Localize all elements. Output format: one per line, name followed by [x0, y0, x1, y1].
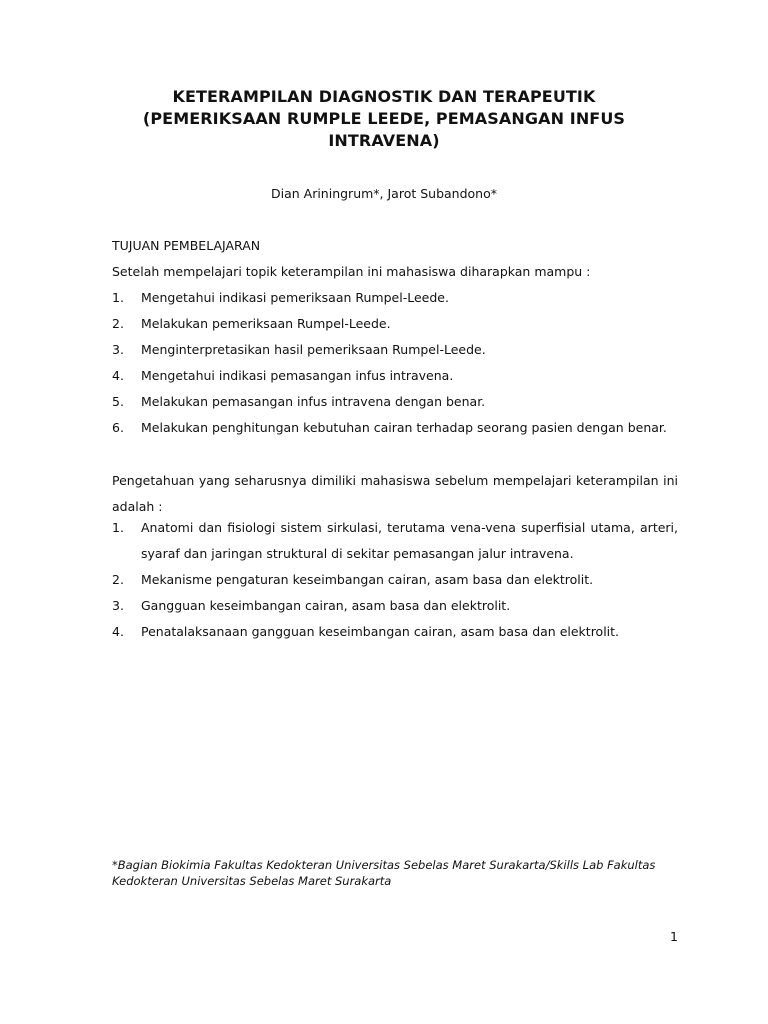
list-item	[112, 363, 678, 389]
page-number: 1	[670, 929, 678, 944]
list-item-text: Menginterpretasikan hasil pemeriksaan Rumpel-Leede.	[141, 342, 486, 357]
list-item	[112, 389, 678, 415]
list-item-text: Mengetahui indikasi pemasangan infus intravena.	[141, 368, 454, 383]
list-item-text: Mengetahui indikasi pemeriksaan Rumpel-Leede.	[141, 290, 449, 305]
list-number: 5.	[112, 394, 124, 409]
prerequisites-intro: Pengetahuan yang seharusnya dimiliki mahasiswa sebelum mempelajari keterampilan ini adalah :	[112, 473, 678, 514]
list-number: 6.	[112, 420, 124, 435]
objectives-intro: Setelah mempelajari topik keterampilan ini mahasiswa diharapkan mampu :	[112, 264, 591, 279]
list-item	[112, 337, 678, 363]
list-item-text: Anatomi dan fisiologi sistem sirkulasi, terutama vena-vena superfisial utama, arteri, syaraf dan jaringan struktural di sekitar pemasangan jalur intravena.	[141, 520, 678, 561]
title-line-2: (PEMERIKSAAN RUMPLE LEEDE, PEMASANGAN INFUS	[142, 109, 626, 128]
authors: Dian Ariningrum*, Jarot Subandono*	[270, 186, 497, 201]
list-item-text: Melakukan pemasangan infus intravena dengan benar.	[141, 394, 486, 409]
list-number: 4.	[112, 368, 124, 383]
list-number: 4.	[112, 624, 124, 639]
list-item	[112, 593, 678, 619]
list-number: 3.	[112, 598, 124, 613]
list-number: 1.	[112, 290, 124, 305]
list-item	[112, 311, 678, 337]
prerequisites-list	[112, 515, 678, 645]
list-number: 2.	[112, 572, 124, 587]
list-number: 3.	[112, 342, 124, 357]
list-item	[112, 515, 678, 567]
objectives-list	[112, 285, 678, 441]
list-item	[112, 415, 678, 441]
list-item-text: Melakukan penghitungan kebutuhan cairan terhadap seorang pasien dengan benar.	[141, 420, 667, 435]
list-number: 1.	[112, 520, 124, 535]
list-item	[112, 567, 678, 593]
list-item-text: Gangguan keseimbangan cairan, asam basa dan elektrolit.	[141, 598, 511, 613]
list-number: 2.	[112, 316, 124, 331]
title-line-1: KETERAMPILAN DIAGNOSTIK DAN TERAPEUTIK	[172, 87, 596, 106]
list-item-text: Penatalaksanaan gangguan keseimbangan cairan, asam basa dan elektrolit.	[141, 624, 620, 639]
title-line-3: INTRAVENA)	[328, 131, 440, 150]
list-item-text: Mekanisme pengaturan keseimbangan cairan, asam basa dan elektrolit.	[141, 572, 594, 587]
list-item-text: Melakukan pemeriksaan Rumpel-Leede.	[141, 316, 391, 331]
section-heading-objectives: TUJUAN PEMBELAJARAN	[112, 238, 261, 253]
list-item	[112, 285, 678, 311]
footnote: *Bagian Biokimia Fakultas Kedokteran Universitas Sebelas Maret Surakarta/Skills Lab Fakultas Kedokteran Universitas Sebelas Maret Surakarta	[112, 858, 656, 888]
document-title	[100, 86, 668, 152]
list-item	[112, 619, 678, 645]
